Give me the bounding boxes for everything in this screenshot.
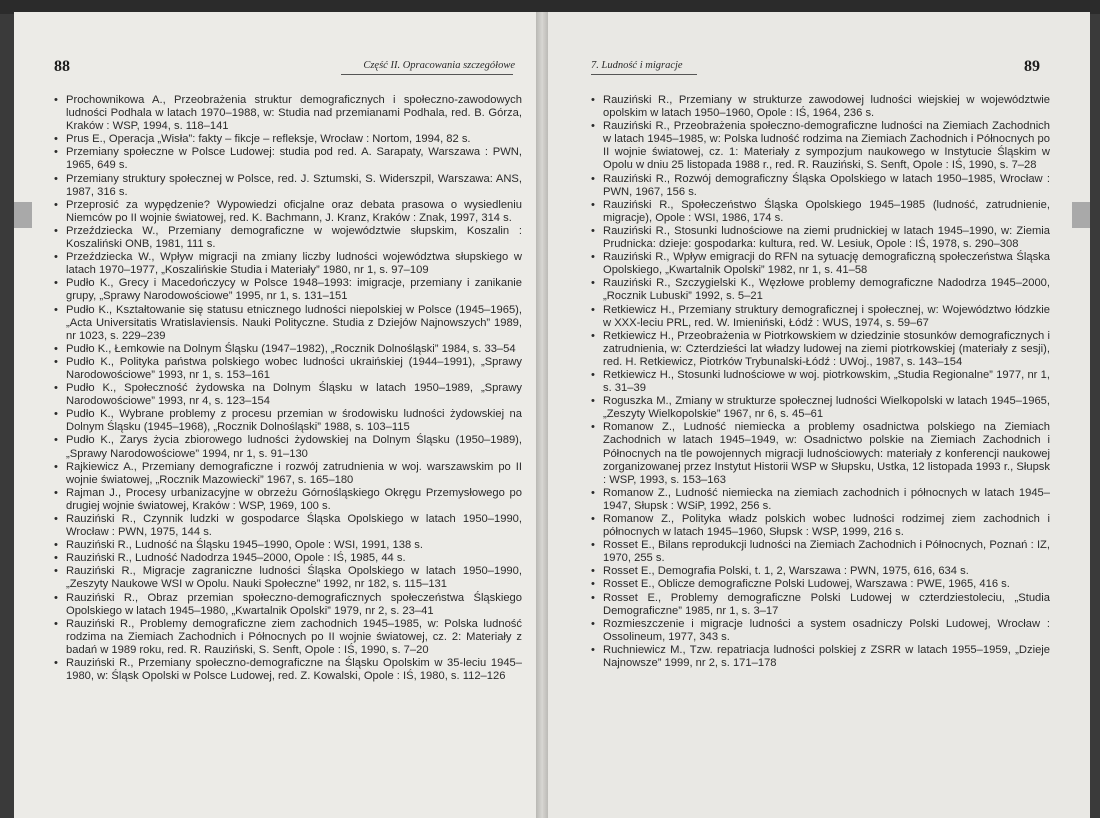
bibliography-entry: • Pudło K., Społeczność żydowska na Dolnym Śląsku w latach 1950–1989, „Sprawy Narodowościowe” 1993, nr 4, s. 123–154 [54, 382, 522, 408]
bibliography-entry: • Rauziński R., Stosunki ludnościowe na ziemi prudnickiej w latach 1945–1990, w: Ziemia Prudnicka: dzieje: gospodarka: kultura, red. W. Lesiuk, Opole : IŚ, 1978, s. 290–308 [591, 225, 1050, 251]
bibliography-entry: • Przemiany społeczne w Polsce Ludowej: studia pod red. A. Sarapaty, Warszawa : PWN, 1965, 649 s. [54, 146, 522, 172]
bibliography-entry: • Rozmieszczenie i migracje ludności a system osadniczy Polski Ludowej, Wrocław : Ossolineum, 1977, 343 s. [591, 618, 1050, 644]
bibliography-entry: • Retkiewicz H., Przemiany struktury demograficznej i społecznej, w: Województwo łódzkie w XXX-leciu PRL, red. W. Imieniński, Łódź : WUS, 1974, s. 59–67 [591, 304, 1050, 330]
bibliography-entry: • Rosset E., Demografia Polski, t. 1, 2, Warszawa : PWN, 1975, 616, 634 s. [591, 565, 1050, 578]
bibliography-entry: • Przeździecka W., Przemiany demograficzne w województwie słupskim, Koszalin : Koszaliński ONB, 1981, 111 s. [54, 225, 522, 251]
bibliography-entry: • Romanow Z., Ludność niemiecka a problemy osadnictwa polskiego na Ziemiach Zachodnich w latach 1945–1949, w: Osadnictwo polskie na Ziemiach Zachodnich i Północnych na tle powojennych migracji ludnościowych: materiały z konferencji naukowej zorganizowanej przez Instytut Historii WSP w Słupsku, Ustka, 12 listopada 1993 r., Słupsk : WSP, 1993, s. 153–163 [591, 421, 1050, 486]
bibliography-entry: • Rauziński R., Przeobrażenia społeczno-demograficzne ludności na Ziemiach Zachodnich w latach 1945–1985, w: Polska ludność rodzima na Ziemiach Zachodnich i Północnych po II wojnie światowej, cz. 1: Materiały z sympozjum naukowego w Instytucie Śląskim w Opolu w dniu 25 listopada 1988 r., red. R. Rauziński, S. Senft, Opole : IŚ, 1990, s. 7–28 [591, 120, 1050, 172]
bibliography-entry: • Rosset E., Bilans reprodukcji ludności na Ziemiach Zachodnich i Północnych, Poznań : IZ, 1970, 255 s. [591, 539, 1050, 565]
bibliography-entry: • Retkiewicz H., Stosunki ludnościowe w woj. piotrkowskim, „Studia Regionalne” 1977, nr 1, s. 31–39 [591, 369, 1050, 395]
left-page [14, 12, 540, 818]
bibliography-entry: • Roguszka M., Zmiany w strukturze społecznej ludności Wielkopolski w latach 1945–1965, „Zeszyty Wielkopolskie” 1967, nr 6, s. 45–61 [591, 395, 1050, 421]
bibliography-entry: • Rajman J., Procesy urbanizacyjne w obrzeżu Górnośląskiego Okręgu Przemysłowego po drugiej wojnie światowej, Kraków : WSP, 1969, 100 s. [54, 487, 522, 513]
right-page [548, 12, 1090, 818]
bibliography-entry: • Pudło K., Wybrane problemy z procesu przemian w środowisku ludności żydowskiej na Dolnym Śląsku (1945–1968), „Rocznik Dolnośląski” 1988, s. 103–115 [54, 408, 522, 434]
bibliography-entry: • Rauziński R., Przemiany społeczno-demograficzne na Śląsku Opolskim w 35-leciu 1945–1980, w: Śląsk Opolski w Polsce Ludowej, red. Z. Kowalski, Opole : IŚ, 1980, s. 112–126 [54, 657, 522, 683]
bibliography-entry: • Rauziński R., Wpływ emigracji do RFN na sytuację demograficzną społeczeństwa Śląska Opolskiego, „Kwartalnik Opolski” 1982, nr 1, s. 41–58 [591, 251, 1050, 277]
bibliography-entry: • Retkiewicz H., Przeobrażenia w Piotrkowskiem w dziedzinie stosunków demograficznych i zatrudnienia, w: Czterdzieści lat władzy ludowej na ziemi piotrkowskiej (materiały z sesji), red. H. Retkiewicz, Piotrków Trybunalski-Łódź : UWoj., 1987, s. 143–154 [591, 330, 1050, 369]
bibliography-entry: • Rauziński R., Szczygielski K., Węzłowe problemy demograficzne Nadodrza 1945–2000, „Rocznik Lubuski” 1992, s. 5–21 [591, 277, 1050, 303]
running-head-rule [341, 74, 513, 75]
bibliography-entry: • Rosset E., Oblicze demograficzne Polski Ludowej, Warszawa : PWE, 1965, 416 s. [591, 578, 1050, 591]
bibliography-entry: • Pudło K., Polityka państwa polskiego wobec ludności ukraińskiej (1944–1991), „Sprawy Narodowościowe” 1993, nr 1, s. 153–161 [54, 356, 522, 382]
bibliography-entry: • Rauziński R., Czynnik ludzki w gospodarce Śląska Opolskiego w latach 1950–1990, Wrocław : PWN, 1975, 144 s. [54, 513, 522, 539]
bibliography-entry: • Rauziński R., Społeczeństwo Śląska Opolskiego 1945–1985 (ludność, zatrudnienie, migracje), Opole : WSI, 1986, 174 s. [591, 199, 1050, 225]
bibliography-entry: • Ruchniewicz M., Tzw. repatriacja ludności polskiej z ZSRR w latach 1955–1959, „Dzieje Najnowsze” 1999, nr 2, s. 171–178 [591, 644, 1050, 670]
bibliography-entry: • Rosset E., Problemy demograficzne Polski Ludowej w czterdziestoleciu, „Studia Demograficzne” 1985, nr 1, s. 3–17 [591, 592, 1050, 618]
running-head: Część II. Opracowania szczegółowe [363, 60, 515, 71]
bibliography-entry: • Rauziński R., Rozwój demograficzny Śląska Opolskiego w latach 1950–1985, Wrocław : PWN, 1967, 156 s. [591, 173, 1050, 199]
bibliography-entry: • Przemiany struktury społecznej w Polsce, red. J. Sztumski, S. Widerszpil, Warszawa: ANS, 1987, 316 s. [54, 173, 522, 199]
bibliography-list [54, 94, 522, 683]
bibliography-entry: • Rauziński R., Ludność na Śląsku 1945–1990, Opole : WSI, 1991, 138 s. [54, 539, 522, 552]
running-head-rule [591, 74, 697, 75]
bibliography-entry: • Rajkiewicz A., Przemiany demograficzne i rozwój zatrudnienia w woj. warszawskim po II wojnie światowej, „Rocznik Mazowiecki” 1967, s. 165–180 [54, 461, 522, 487]
bibliography-list [591, 94, 1050, 670]
bibliography-entry: • Prus E., Operacja „Wisła”: fakty – fikcje – refleksje, Wrocław : Nortom, 1994, 82 s. [54, 133, 522, 146]
bibliography-entry: • Pudło K., Łemkowie na Dolnym Śląsku (1947–1982), „Rocznik Dolnośląski” 1984, s. 33–54 [54, 343, 522, 356]
bibliography-entry: • Rauziński R., Ludność Nadodrza 1945–2000, Opole : IŚ, 1985, 44 s. [54, 552, 522, 565]
bibliography-entry: • Przeprosić za wypędzenie? Wypowiedzi oficjalne oraz debata prasowa o wysiedleniu Niemców po II wojnie światowej, red. K. Bachmann, J. Kranz, Kraków : Znak, 1997, 314 s. [54, 199, 522, 225]
bibliography-entry: • Przeździecka W., Wpływ migracji na zmiany liczby ludności województwa słupskiego w latach 1970–1977, „Koszalińskie Studia i Materiały” 1980, nr 1, s. 97–109 [54, 251, 522, 277]
bibliography-entry: • Romanow Z., Polityka władz polskich wobec ludności rodzimej ziem zachodnich i północnych w latach 1945–1960, Słupsk : WSP, 1999, 216 s. [591, 513, 1050, 539]
bibliography-entry: • Rauziński R., Przemiany w strukturze zawodowej ludności wiejskiej w województwie opolskim w latach 1950–1960, Opole : IŚ, 1964, 236 s. [591, 94, 1050, 120]
bibliography-entry: • Rauziński R., Obraz przemian społeczno-demograficznych społeczeństwa Śląskiego Opolskiego w latach 1945–1980, „Kwartalnik Opolski” 1979, nr 2, s. 23–41 [54, 592, 522, 618]
running-head: 7. Ludność i migracje [591, 60, 683, 71]
bibliography-entry: • Rauziński R., Migracje zagraniczne ludności Śląska Opolskiego w latach 1950–1990, „Zeszyty Naukowe WSI w Opolu. Nauki Społeczne” 1992, nr 182, s. 115–131 [54, 565, 522, 591]
thumb-index-tab [14, 202, 32, 228]
thumb-index-tab [1072, 202, 1090, 228]
bibliography-entry: • Pudło K., Zarys życia zbiorowego ludności żydowskiej na Dolnym Śląsku (1950–1989), „Sprawy Narodowościowe” 1994, nr 1, s. 91–130 [54, 434, 522, 460]
page-number: 89 [1024, 58, 1040, 75]
bibliography-entry: • Rauziński R., Problemy demograficzne ziem zachodnich 1945–1985, w: Polska ludność rodzima na Ziemiach Zachodnich i Północnych po II wojnie światowej, cz. 2: Materiały z badań w 1989 roku, red. R. Rauziński, S. Senft, Opole : IŚ, 1990, s. 7–20 [54, 618, 522, 657]
bibliography-entry: • Prochownikowa A., Przeobrażenia struktur demograficznych i społeczno-zawodowych ludności Podhala w latach 1970–1988, w: Studia nad przemianami Podhala, red. B. Górza, Kraków : WSP, 1994, s. 118–141 [54, 94, 522, 133]
bibliography-entry: • Pudło K., Kształtowanie się statusu etnicznego ludności niepolskiej w Polsce (1945–1965), „Acta Universitatis Wratislaviensis. Nauki Polityczne. Studia z Dziejów Najnowszych” 1989, nr 1023, s. 229–239 [54, 304, 522, 343]
bibliography-entry: • Romanow Z., Ludność niemiecka na ziemiach zachodnich i północnych w latach 1945–1947, Słupsk : WSiP, 1992, 256 s. [591, 487, 1050, 513]
page-number: 88 [54, 58, 70, 75]
bibliography-entry: • Pudło K., Grecy i Macedończycy w Polsce 1948–1993: imigracje, przemiany i zanikanie grupy, „Sprawy Narodowościowe” 1995, nr 1, s. 131–151 [54, 277, 522, 303]
